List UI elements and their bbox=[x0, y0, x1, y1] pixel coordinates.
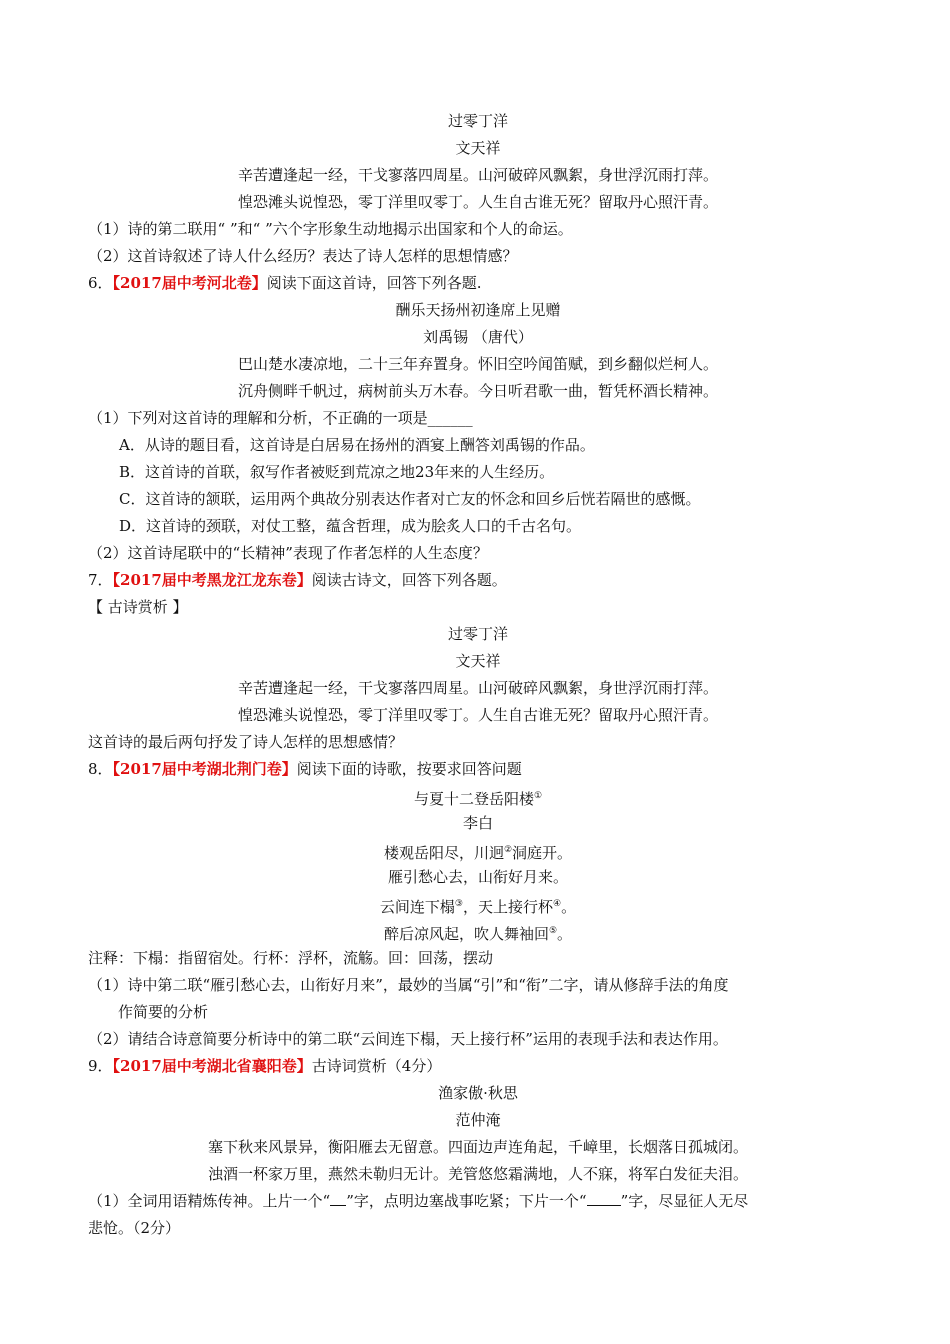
poem-line-text: ，天上接行杯 bbox=[462, 898, 553, 916]
poem-author: 范仲淹 bbox=[455, 1111, 501, 1129]
question-sub: （1）诗的第二联用“ ”和“ ”六个字形象生动地揭示出国家和个人的命运。 bbox=[88, 220, 573, 238]
poem-title-text: 与夏十二登岳阳楼 bbox=[413, 790, 534, 808]
poem-author: 文天祥 bbox=[455, 139, 501, 157]
poem-line: 巴山楚水凄凉地，二十三年弃置身。怀旧空吟闻笛赋，到乡翻似烂柯人。 bbox=[237, 355, 718, 373]
poem-line: 惶恐滩头说惶恐，零丁洋里叹零丁。人生自古谁无死？留取丹心照汗青。 bbox=[237, 193, 718, 211]
question-number: 6． bbox=[88, 274, 113, 292]
poem-title: 酬乐天扬州初逢席上见赠 bbox=[395, 301, 561, 319]
question-prompt: 阅读下面这首诗，回答下列各题. bbox=[266, 274, 482, 292]
footnote-marker: ③ bbox=[454, 899, 463, 909]
poem-line-text: 。 bbox=[561, 898, 577, 916]
question-sub-text: ”字，尽显征人无尽 bbox=[620, 1192, 749, 1210]
poem-title: 过零丁洋 bbox=[447, 112, 508, 130]
footnote-marker: ⑤ bbox=[548, 926, 558, 936]
question-header bbox=[88, 270, 868, 297]
poem-line bbox=[88, 837, 868, 864]
footnote-marker: ① bbox=[533, 791, 543, 801]
poem-author: 文天祥 bbox=[455, 652, 501, 670]
option-a: A．从诗的题目看，这首诗是白居易在扬州的酒宴上酬答刘禹锡的作品。 bbox=[119, 436, 595, 454]
footnote-marker: ④ bbox=[553, 899, 562, 909]
option-d: D．这首诗的颈联，对仗工整，蕴含哲理，成为脍炙人口的千古名句。 bbox=[119, 517, 582, 535]
question-sub: （2）这首诗叙述了诗人什么经历？表达了诗人怎样的思想情感？ bbox=[88, 247, 518, 265]
poem-line-text: 洞庭开。 bbox=[512, 844, 573, 862]
footnote-marker: ② bbox=[503, 845, 513, 855]
question-header bbox=[88, 567, 868, 594]
question-sub-text: （1）全词用语精炼传神。上片一个“ bbox=[88, 1192, 331, 1210]
question-prompt: 阅读下面的诗歌，按要求回答问题 bbox=[296, 760, 522, 778]
question-source: 【2017届中考湖北省襄阳卷】 bbox=[112, 1057, 312, 1075]
question-number: 8． bbox=[88, 760, 113, 778]
poem-line: 塞下秋来风景异，衡阳雁去无留意。四面边声连角起，千嶂里，长烟落日孤城闭。 bbox=[207, 1138, 748, 1156]
question-sub-text: （1）下列对这首诗的理解和分析， bbox=[88, 409, 323, 427]
question-sub: （1）诗中第二联“雁引愁心去，山衔好月来”，最妙的当属“引”和“衔”二字，请从修辞手法的角度 bbox=[88, 976, 729, 994]
poem-line-text: 云间连下榻 bbox=[379, 898, 455, 916]
question-sub-text: ”字，点明边塞战事吃紧；下片一个“ bbox=[346, 1192, 587, 1210]
poem-line: 辛苦遭逢起一经，干戈寥落四周星。山河破碎风飘絮，身世浮沉雨打萍。 bbox=[237, 166, 718, 184]
poem-line: 雁引愁心去，山衔好月来。 bbox=[387, 868, 568, 886]
question-source: 【2017届中考黑龙江龙东卷】 bbox=[112, 571, 312, 589]
poem-title bbox=[88, 783, 868, 810]
document-page bbox=[88, 108, 868, 1242]
section-label: 【 古诗赏析 】 bbox=[88, 598, 188, 616]
annotation-notes: 注释：下榻：指留宿处。行杯：浮杯，流觞。回：回荡，摆动 bbox=[88, 949, 494, 967]
poem-line-text: 。 bbox=[557, 925, 573, 943]
poem-line bbox=[88, 918, 868, 945]
question-text: 这首诗的最后两句抒发了诗人怎样的思想感情？ bbox=[88, 733, 404, 751]
poem-line: 沉舟侧畔千帆过，病树前头万木春。今日听君歌一曲，暂凭杯酒长精神。 bbox=[237, 382, 718, 400]
question-prompt: 阅读古诗文，回答下列各题。 bbox=[311, 571, 507, 589]
question-sub-cont: 作简要的分析 bbox=[118, 1003, 209, 1021]
question-source: 【2017届中考湖北荆门卷】 bbox=[112, 760, 297, 778]
poem-title: 渔家傲·秋思 bbox=[438, 1084, 518, 1102]
emphasis-char: 不 bbox=[322, 409, 338, 427]
option-b: B．这首诗的首联，叙写作者被贬到荒凉之地23年来的人生经历。 bbox=[119, 463, 555, 481]
poem-line: 浊酒一杯家万里，燕然未勒归无计。羌管悠悠霜满地，人不寐，将军白发征夫泪。 bbox=[207, 1165, 748, 1183]
question-number: 9． bbox=[88, 1057, 113, 1075]
question-sub bbox=[88, 1188, 868, 1215]
poem-line-text: 楼观岳阳尽，川迥 bbox=[383, 844, 504, 862]
question-header bbox=[88, 1053, 868, 1080]
answer-blank[interactable] bbox=[587, 1190, 621, 1206]
poem-line: 惶恐滩头说惶恐，零丁洋里叹零丁。人生自古谁无死？留取丹心照汗青。 bbox=[237, 706, 718, 724]
option-c: C．这首诗的颔联，运用两个典故分别表达作者对亡友的怀念和回乡后恍若隔世的感慨。 bbox=[119, 490, 701, 508]
question-number: 7． bbox=[88, 571, 113, 589]
question-sub: （2）请结合诗意简要分析诗中的第二联“云间连下榻，天上接行杯”运用的表现手法和表达作用。 bbox=[88, 1030, 728, 1048]
question-prompt: 古诗词赏析（4分） bbox=[311, 1057, 442, 1075]
poem-line-text: 醉后凉风起，吹人舞袖回 bbox=[383, 925, 549, 943]
answer-blank[interactable] bbox=[330, 1190, 346, 1206]
question-sub-text: 正确的一项是______ bbox=[337, 409, 473, 427]
poem-line bbox=[88, 891, 868, 918]
question-sub: （2）这首诗尾联中的“长精神”表现了作者怎样的人生态度？ bbox=[88, 544, 488, 562]
poem-line: 辛苦遭逢起一经，干戈寥落四周星。山河破碎风飘絮，身世浮沉雨打萍。 bbox=[237, 679, 718, 697]
poem-author: 李白 bbox=[462, 814, 493, 832]
poem-title: 过零丁洋 bbox=[447, 625, 508, 643]
question-header bbox=[88, 756, 868, 783]
poem-author: 刘禹锡 （唐代） bbox=[423, 328, 533, 346]
question-sub bbox=[88, 405, 868, 432]
question-sub-cont: 悲怆。（2分） bbox=[88, 1219, 181, 1237]
question-source: 【2017届中考河北卷】 bbox=[112, 274, 267, 292]
